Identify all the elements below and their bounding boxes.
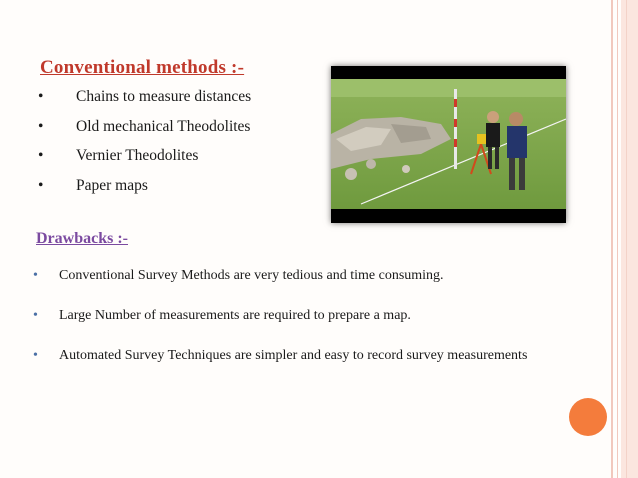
- drawbacks-heading: Drawbacks :-: [36, 230, 128, 247]
- decorative-orange-circle: [569, 398, 607, 436]
- bullet: •: [33, 348, 38, 363]
- list-item-text: Paper maps: [76, 176, 148, 194]
- bullet: •: [38, 147, 44, 164]
- decorative-stripe: [626, 0, 627, 478]
- survey-photo-image: [331, 79, 566, 209]
- list-item-text: Old mechanical Theodolites: [76, 117, 251, 135]
- list-item-text: Large Number of measurements are required to prepare a map.: [59, 308, 411, 323]
- bullet: •: [33, 308, 38, 323]
- bullet: •: [38, 88, 44, 105]
- bullet: •: [33, 268, 38, 283]
- decorative-stripe: [621, 0, 638, 478]
- survey-photo: [331, 66, 566, 223]
- bullet: •: [38, 117, 44, 135]
- list-item-text: Chains to measure distances: [76, 88, 252, 105]
- decorative-stripe: [617, 0, 618, 478]
- bullet: •: [38, 176, 44, 194]
- list-item-text: Automated Survey Techniques are simpler and easy to record survey measurements: [59, 348, 528, 363]
- list-item-text: Vernier Theodolites: [76, 147, 199, 164]
- list-item-text: Conventional Survey Methods are very tedious and time consuming.: [59, 268, 444, 283]
- slide-title: Conventional methods :-: [40, 57, 245, 78]
- decorative-stripe: [611, 0, 613, 478]
